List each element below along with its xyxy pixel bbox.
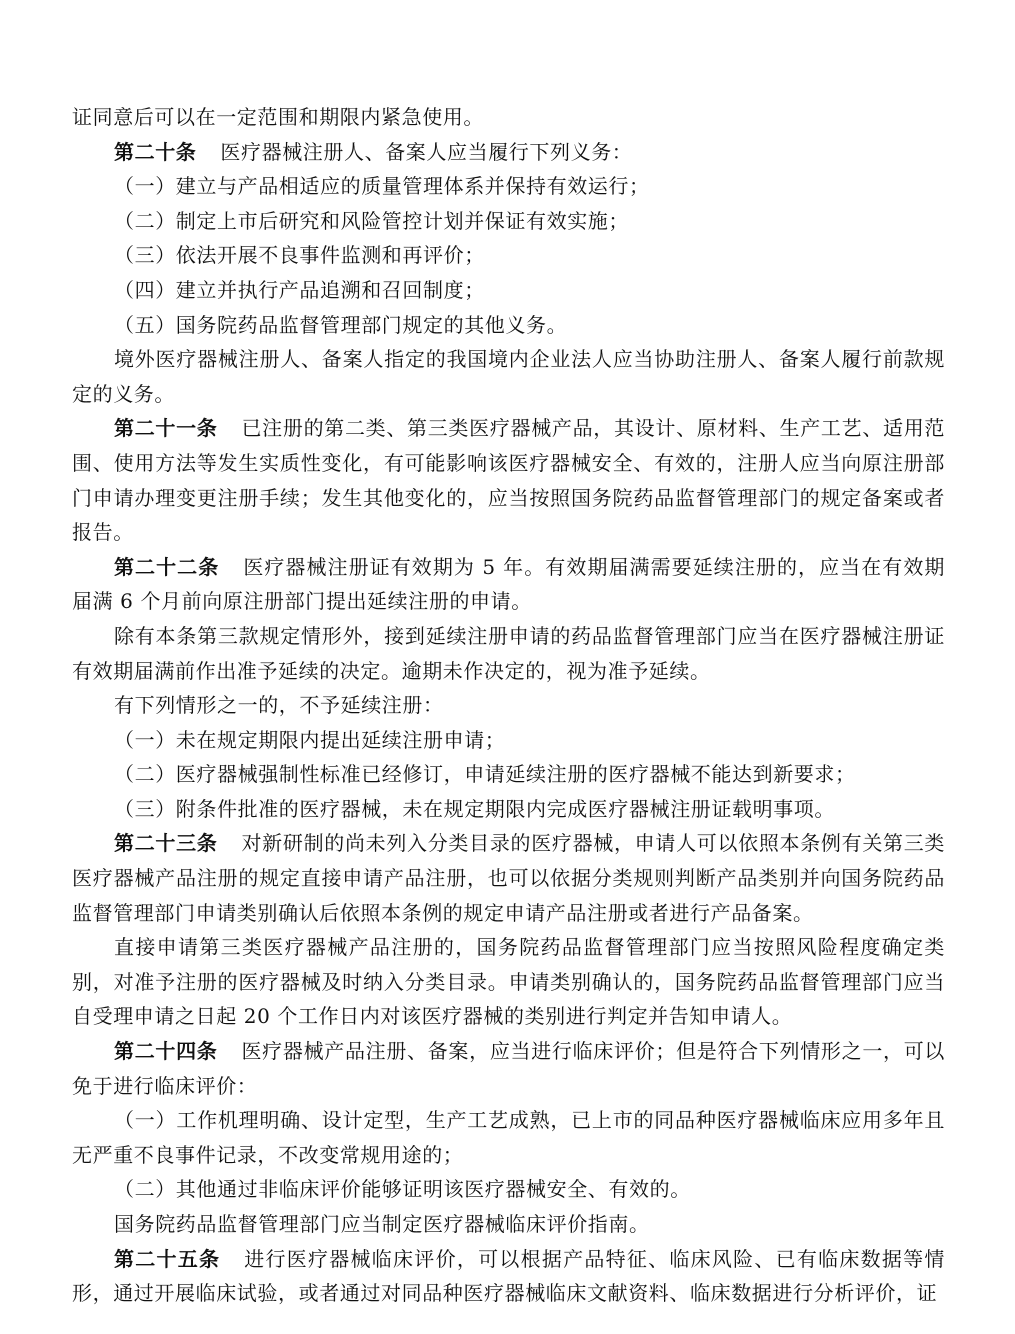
paragraph-text: （五）国务院药品监督管理部门规定的其他义务。: [114, 312, 568, 337]
paragraph: [72, 100, 945, 135]
paragraph: [72, 169, 945, 204]
paragraph-text: （一）未在规定期限内提出延续注册申请；: [114, 727, 506, 752]
paragraph-text: （二）制定上市后研究和风险管控计划并保证有效实施；: [114, 208, 629, 233]
paragraph-text: 除有本条第三款规定情形外，接到延续注册申请的药品监督管理部门应当在医疗器械注册证有效期届满前作出准予延续的决定。逾期未作决定的，视为准予延续。: [72, 623, 945, 683]
paragraph-text: （三）依法开展不良事件监测和再评价；: [114, 243, 485, 268]
paragraph-text: 进行医疗器械临床评价，可以根据产品特征、临床风险、已有临床数据等情形，通过开展临床试验，或者通过对同品种医疗器械临床文献资料、临床数据进行分析评价，证: [72, 1246, 945, 1306]
paragraph-text: （四）建立并执行产品追溯和召回制度；: [114, 277, 485, 302]
paragraph: [72, 238, 945, 273]
paragraph: [72, 723, 945, 758]
paragraph-text: 境外医疗器械注册人、备案人指定的我国境内企业法人应当协助注册人、备案人履行前款规定的义务。: [72, 347, 945, 406]
article-heading: 第二十一条: [114, 416, 218, 441]
paragraph-text: 对新研制的尚未列入分类目录的医疗器械，申请人可以依照本条例有关第三类医疗器械产品注册的规定直接申请产品注册，也可以依据分类规则判断产品类别并向国务院药品监督管理部门申请类别确认后依照本条例的规定申请产品注册或者进行产品备案。: [72, 831, 946, 925]
paragraph-text: （一）建立与产品相适应的质量管理体系并保持有效运行；: [114, 174, 650, 199]
paragraph: [72, 619, 945, 688]
paragraph: [72, 1242, 945, 1311]
paragraph-text: （一）工作机理明确、设计定型，生产工艺成熟，已上市的同品种医疗器械临床应用多年且无严重不良事件记录，不改变常规用途的；: [72, 1108, 945, 1167]
paragraph-text: 直接申请第三类医疗器械产品注册的，国务院药品监督管理部门应当按照风险程度确定类别，对准予注册的医疗器械及时纳入分类目录。申请类别确认的，国务院药品监督管理部门应当自受理申请之日起 20 个工作日内对该医疗器械的类别进行判定并告知申请人。: [72, 935, 945, 1029]
paragraph-text: 医疗器械产品注册、备案，应当进行临床评价；但是符合下列情形之一，可以免于进行临床评价：: [72, 1039, 946, 1098]
article-heading: 第二十四条: [114, 1039, 218, 1064]
article-heading: 第二十条: [114, 139, 197, 164]
paragraph-text: 医疗器械注册人、备案人应当履行下列义务：: [220, 139, 633, 164]
paragraph: [72, 411, 945, 549]
paragraph: [72, 273, 945, 308]
paragraph: [72, 550, 945, 619]
article-heading: 第二十二条: [114, 554, 220, 579]
paragraph-text: （二）其他通过非临床评价能够证明该医疗器械安全、有效的。: [114, 1177, 691, 1202]
article-heading: 第二十五条: [114, 1246, 221, 1271]
paragraph: [72, 930, 945, 1034]
paragraph: [72, 1103, 945, 1172]
paragraph: [72, 204, 945, 239]
paragraph: [72, 688, 945, 723]
paragraph-text: （三）附条件批准的医疗器械，未在规定期限内完成医疗器械注册证载明事项。: [114, 796, 835, 821]
paragraph-text: 已注册的第二类、第三类医疗器械产品，其设计、原材料、生产工艺、适用范围、使用方法等发生实质性变化，有可能影响该医疗器械安全、有效的，注册人应当向原注册部门申请办理变更注册手续；发生其他变化的，应当按照国务院药品监督管理部门的规定备案或者报告。: [72, 416, 946, 545]
paragraph-text: 有下列情形之一的，不予延续注册：: [114, 693, 444, 718]
paragraph: [72, 308, 945, 343]
paragraph-text: （二）医疗器械强制性标准已经修订，申请延续注册的医疗器械不能达到新要求；: [114, 762, 856, 787]
paragraph: [72, 826, 945, 930]
paragraph-text: 国务院药品监督管理部门应当制定医疗器械临床评价指南。: [114, 1212, 650, 1236]
paragraph: [72, 792, 945, 827]
paragraph: [72, 342, 945, 411]
paragraph: [72, 1207, 945, 1242]
paragraph: [72, 757, 945, 792]
article-heading: 第二十三条: [114, 831, 218, 856]
paragraph: [72, 135, 945, 170]
paragraph: [72, 1172, 945, 1207]
paragraph-text: 证同意后可以在一定范围和期限内紧急使用。: [72, 105, 484, 129]
paragraph-text: 医疗器械注册证有效期为 5 年。有效期届满需要延续注册的，应当在有效期届满 6 个月前向原注册部门提出延续注册的申请。: [72, 554, 945, 614]
paragraph: [72, 1034, 945, 1103]
